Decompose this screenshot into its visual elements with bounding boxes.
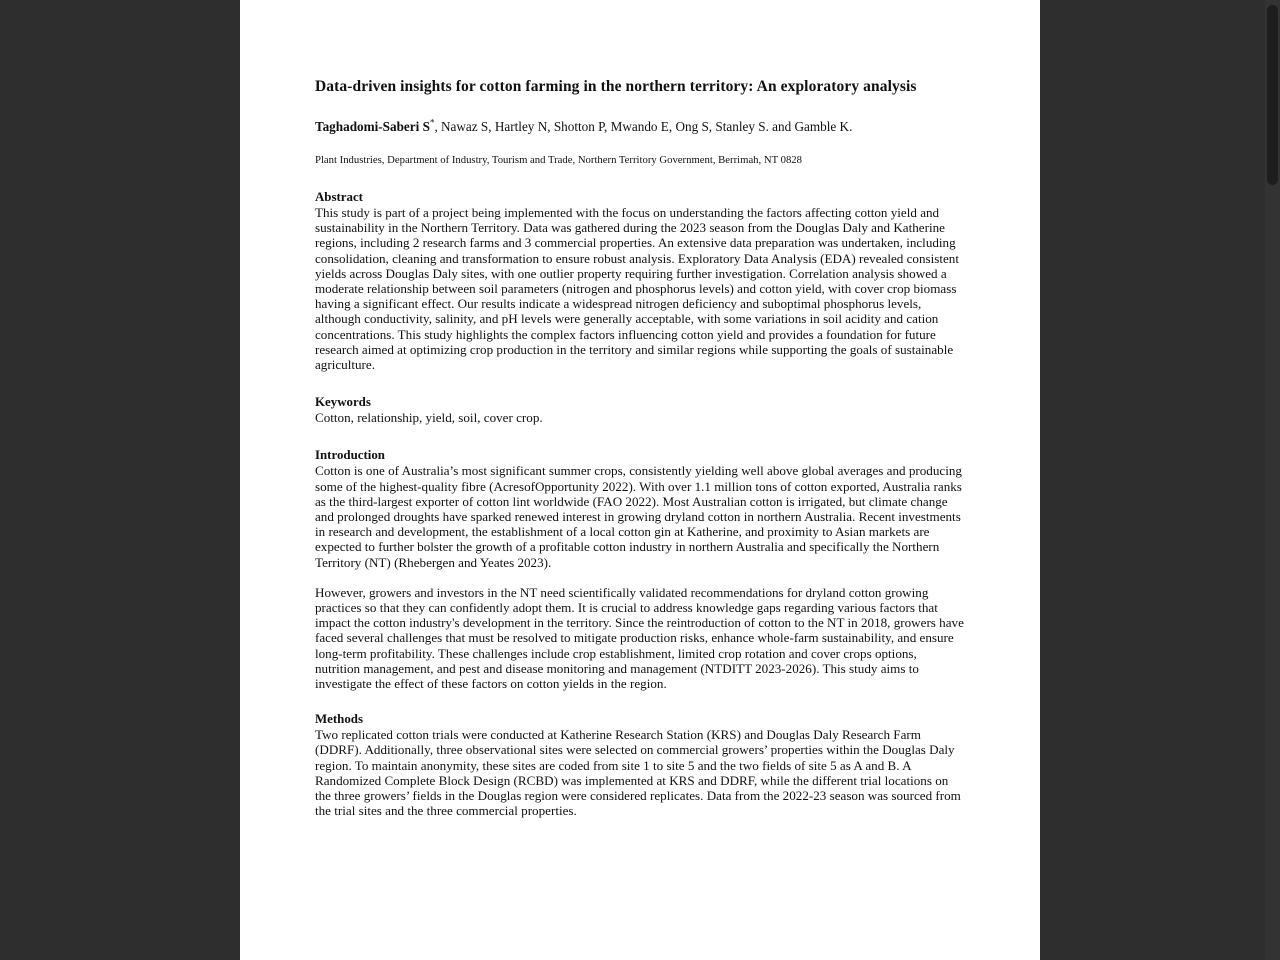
section-keywords <box>315 372 965 425</box>
abstract-paragraph: This study is part of a project being implemented with the focus on understanding the factors affecting cotton yield and sustainability in the Northern Territory. Data was gathered during the 2023 season from the Douglas Daly and Katherine regions, including 2 research farms and 3 commercial properties. An extensive data preparation was undertaken, including consolidation, cleaning and transformation to ensure robust analysis. Exploratory Data Analysis (EDA) revealed consistent yields across Douglas Daly sites, with one outlier property requiring further investigation. Correlation analysis showed a moderate relationship between soil parameters (nitrogen and phosphorus levels) and cotton yield, with cover crop biomass having a significant effect. Our results indicate a widespread nitrogen deficiency and suboptimal phosphorus levels, although conductivity, salinity, and pH levels were generally acceptable, with some variations in soil acidity and cation concentrations. This study highlights the complex factors influencing cotton yield and provides a foundation for future research aimed at optimizing crop production in the territory and similar regions while supporting the goals of sustainable agriculture. <box>315 205 959 373</box>
corresponding-author-marker: * <box>429 117 435 128</box>
section-heading-abstract: Abstract <box>315 190 363 204</box>
section-introduction <box>315 425 965 691</box>
co-authors: , Nawaz S, Hartley N, Shotton P, Mwando E, Ong S, Stanley S. and Gamble K. <box>434 119 853 134</box>
section-heading-introduction: Introduction <box>315 448 385 463</box>
vertical-scrollbar[interactable] <box>1265 0 1280 960</box>
introduction-paragraph-2: However, growers and investors in the NT need scientifically validated recommendations for dryland cotton growing practices so that they can confidently adopt them. It is crucial to address knowledge gaps regarding various factors that impact the cotton industry's development in the territory. Since the reintroduction of cotton to the NT in 2018, growers have faced several challenges that must be resolved to mitigate production risks, enhance whole-farm sustainability, and ensure long-term profitability. These challenges include crop establishment, limited crop rotation and cover crops options, nutrition management, and pest and disease monitoring and management (NTDITT 2023-2026). This study aims to investigate the effect of these factors on cotton yields in the region. <box>315 584 964 692</box>
introduction-paragraph-1: Cotton is one of Australia’s most significant summer crops, consistently yielding well above global averages and producing some of the highest-quality fibre (AcresofOpportunity 2022). With over 1.1 million tons of cotton exported, Australia ranks as the third-largest exporter of cotton lint worldwide (FAO 2022). Most Australian cotton is irrigated, but climate change and prolonged droughts have sparked renewed interest in growing dryland cotton in northern Australia. Recent investments in research and development, the establishment of a local cotton gin at Katherine, and proximity to Asian markets are expected to further bolster the growth of a profitable cotton industry in northern Australia and specifically the Northern Territory (NT) (Rhebergen and Yeates 2023). <box>315 463 962 570</box>
section-methods <box>315 691 965 818</box>
section-heading-methods: Methods <box>315 712 363 727</box>
scrollbar-thumb[interactable] <box>1267 5 1278 185</box>
author-list <box>315 98 965 135</box>
section-abstract <box>315 167 965 372</box>
methods-paragraph-1: Two replicated cotton trials were conducted at Katherine Research Station (KRS) and Douglas Daly Research Farm (DDRF). Additionally, three observational sites were selected on commercial growers’ properties within the Douglas Daly region. To maintain anonymity, these sites are coded from site 1 to site 5 and the two fields of site 5 as A and B. A Randomized Complete Block Design (RCBD) was implemented at KRS and DDRF, while the different trial locations on the three growers’ fields in the Douglas region were considered replicates. Data from the 2022-23 season was sourced from the trial sites and the three commercial properties. <box>315 727 961 819</box>
page-content <box>315 0 965 819</box>
keywords-list: Cotton, relationship, yield, soil, cover crop. <box>315 410 543 426</box>
page-title: Data-driven insights for cotton farming in the northern territory: An exploratory analysis <box>315 78 917 95</box>
lead-author: Taghadomi-Saberi S <box>315 119 430 134</box>
section-heading-keywords: Keywords <box>315 395 371 410</box>
affiliation-line: Plant Industries, Department of Industry, Tourism and Trade, Northern Territory Government, Berrimah, NT 0828 <box>315 154 802 166</box>
document-page <box>240 0 1040 960</box>
